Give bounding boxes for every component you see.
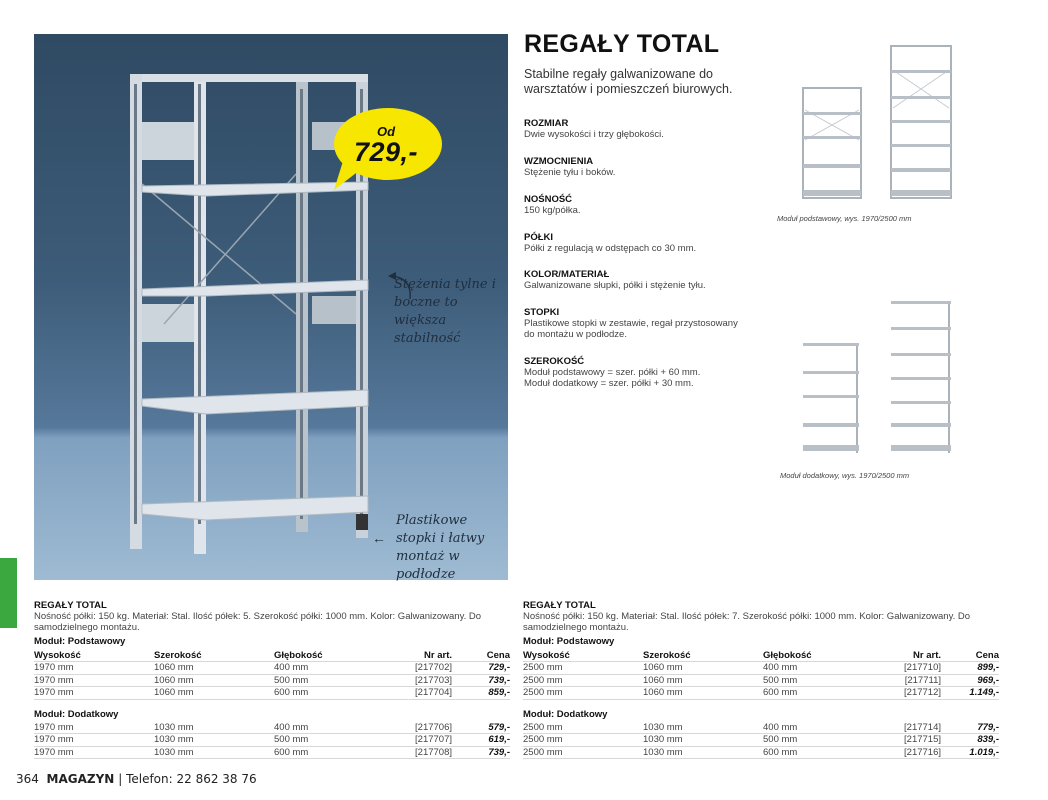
col-price: Cena <box>941 649 999 662</box>
cell: 1060 mm <box>154 674 274 687</box>
spec-polki <box>524 232 764 254</box>
annotation-bracing: Stężenia tylne i boczne to większa stabilność <box>394 277 496 346</box>
cell: [217716] <box>873 746 941 759</box>
cell: 500 mm <box>274 734 384 747</box>
cell: [217714] <box>873 722 941 734</box>
cell: 400 mm <box>274 662 384 675</box>
table-row <box>34 662 510 675</box>
spec-label: SZEROKOŚĆ <box>524 356 585 367</box>
cell: 500 mm <box>274 674 384 687</box>
price-cell: 739,- <box>452 674 510 687</box>
price-table-2500 <box>523 600 999 759</box>
cell: [217708] <box>384 746 452 759</box>
spec-value: Galwanizowane słupki, półki i stężenie tyłu. <box>524 280 706 291</box>
cell: 1030 mm <box>154 746 274 759</box>
badge-price: 729,- <box>353 137 419 167</box>
table-row <box>34 687 510 700</box>
module-extra-label: Moduł: Dodatkowy <box>34 708 119 720</box>
cell: 600 mm <box>763 687 873 700</box>
annotation-feet: Plastikowe stopki i łatwy montaż w podłodze <box>396 513 485 582</box>
col-depth: Głębokość <box>274 649 384 662</box>
spec-nosnosc <box>524 194 764 216</box>
cell: 1970 mm <box>34 674 154 687</box>
price-cell: 739,- <box>452 746 510 759</box>
spec-value: Plastikowe stopki w zestawie, regał przystosowany do montażu w podłodze. <box>524 318 738 340</box>
cell: 500 mm <box>763 734 873 747</box>
spec-label: ROZMIAR <box>524 118 569 129</box>
col-article: Nr art. <box>873 649 941 662</box>
extra-module-table <box>34 722 510 760</box>
cell: 400 mm <box>763 722 873 734</box>
page-footer <box>16 772 257 786</box>
spec-value: 150 kg/półka. <box>524 205 581 216</box>
module-basic-label: Moduł: Podstawowy <box>523 636 615 647</box>
cell: 1970 mm <box>34 722 154 734</box>
cell: 1060 mm <box>643 687 763 700</box>
price-badge <box>330 106 442 186</box>
spec-label: STOPKI <box>524 307 560 318</box>
spec-value: Półki z regulacją w odstępach co 30 mm. <box>524 243 697 254</box>
col-width: Szerokość <box>154 649 274 662</box>
cell: [217711] <box>873 674 941 687</box>
col-height: Wysokość <box>523 649 643 662</box>
table-title: REGAŁY TOTAL <box>523 600 596 611</box>
table-row <box>523 687 999 700</box>
spec-value: Dwie wysokości i trzy głębokości. <box>524 129 664 140</box>
module-basic-label: Moduł: Podstawowy <box>34 636 126 647</box>
section-tab-marker <box>0 558 17 628</box>
table-header <box>523 649 999 662</box>
table-row <box>523 662 999 675</box>
price-cell: 969,- <box>941 674 999 687</box>
extra-module-table <box>523 722 999 760</box>
cell: 500 mm <box>763 674 873 687</box>
table-row <box>34 734 510 747</box>
phone-number: Telefon: 22 862 38 76 <box>126 772 257 786</box>
table-description: Nośność półki: 150 kg. Materiał: Stal. Ilość półek: 5. Szerokość półki: 1000 mm. Kolor: Galwanizowany. Do samodzielnego montażu. <box>34 611 482 633</box>
caption-basic-module: Moduł podstawowy, wys. 1970/2500 mm <box>777 214 912 223</box>
footer-separator: | <box>118 772 123 786</box>
cell: 2500 mm <box>523 734 643 747</box>
cell: 1970 mm <box>34 662 154 675</box>
spec-wzmocnienia <box>524 156 764 178</box>
cell: [217710] <box>873 662 941 675</box>
price-table-1970 <box>34 600 510 759</box>
price-cell: 729,- <box>452 662 510 675</box>
spec-rozmiar <box>524 118 764 140</box>
table-row <box>523 722 999 734</box>
basic-module-table <box>523 649 999 700</box>
cell: 1030 mm <box>154 734 274 747</box>
cell: 600 mm <box>763 746 873 759</box>
price-cell: 839,- <box>941 734 999 747</box>
spec-value: Stężenie tyłu i boków. <box>524 167 616 178</box>
cell: 2500 mm <box>523 722 643 734</box>
spec-value: Moduł podstawowy = szer. półki + 60 mm. <box>524 367 701 378</box>
price-cell: 1.019,- <box>941 746 999 759</box>
col-width: Szerokość <box>643 649 763 662</box>
table-row <box>34 674 510 687</box>
table-title: REGAŁY TOTAL <box>34 600 107 611</box>
spec-kolor-material <box>524 269 764 291</box>
cell: 400 mm <box>274 722 384 734</box>
spec-label: WZMOCNIENIA <box>524 156 594 167</box>
table-row <box>523 674 999 687</box>
table-description: Nośność półki: 150 kg. Materiał: Stal. Ilość półek: 7. Szerokość półki: 1000 mm. Kolor: Galwanizowany. Do samodzielnego montażu. <box>523 611 971 633</box>
table-row <box>523 734 999 747</box>
spec-label: KOLOR/MATERIAŁ <box>524 269 610 280</box>
price-cell: 779,- <box>941 722 999 734</box>
table-header <box>34 649 510 662</box>
section-name: MAGAZYN <box>46 772 115 786</box>
extra-module-image <box>795 295 965 460</box>
cell: 2500 mm <box>523 687 643 700</box>
cell: [217715] <box>873 734 941 747</box>
cell: 1030 mm <box>643 734 763 747</box>
cell: [217702] <box>384 662 452 675</box>
cell: 1030 mm <box>643 722 763 734</box>
spec-label: PÓŁKI <box>524 232 554 243</box>
cell: [217706] <box>384 722 452 734</box>
product-intro: Stabilne regały galwanizowane do warsztatów i pomieszczeń biurowych. <box>524 67 733 96</box>
cell: 1030 mm <box>643 746 763 759</box>
cell: 600 mm <box>274 746 384 759</box>
table-row <box>523 746 999 759</box>
cell: 2500 mm <box>523 674 643 687</box>
cell: 1970 mm <box>34 734 154 747</box>
basic-module-table <box>34 649 510 700</box>
cell: 1030 mm <box>154 722 274 734</box>
price-cell: 579,- <box>452 722 510 734</box>
cell: 1060 mm <box>643 662 763 675</box>
col-depth: Głębokość <box>763 649 873 662</box>
page-number: 364 <box>16 772 39 786</box>
price-cell: 619,- <box>452 734 510 747</box>
cell: 2500 mm <box>523 662 643 675</box>
cell: 1060 mm <box>643 674 763 687</box>
spec-label: NOŚNOŚĆ <box>524 194 573 205</box>
cell: [217703] <box>384 674 452 687</box>
cell: [217704] <box>384 687 452 700</box>
col-price: Cena <box>452 649 510 662</box>
col-height: Wysokość <box>34 649 154 662</box>
caption-extra-module: Moduł dodatkowy, wys. 1970/2500 mm <box>780 471 910 480</box>
cell: [217712] <box>873 687 941 700</box>
cell: 1060 mm <box>154 687 274 700</box>
col-article: Nr art. <box>384 649 452 662</box>
price-cell: 1.149,- <box>941 687 999 700</box>
price-cell: 859,- <box>452 687 510 700</box>
basic-module-image <box>795 40 965 210</box>
price-cell: 899,- <box>941 662 999 675</box>
table-row <box>34 722 510 734</box>
spec-szerokosc <box>524 356 764 389</box>
spec-value: Moduł dodatkowy = szer. półki + 30 mm. <box>524 378 694 389</box>
cell: 600 mm <box>274 687 384 700</box>
cell: [217707] <box>384 734 452 747</box>
cell: 400 mm <box>763 662 873 675</box>
page-title: REGAŁY TOTAL <box>524 30 720 58</box>
badge-prefix: Od <box>376 124 396 139</box>
module-extra-label: Moduł: Dodatkowy <box>523 708 608 720</box>
cell: 1970 mm <box>34 746 154 759</box>
arrow-left-icon: ← <box>372 530 386 546</box>
table-row <box>34 746 510 759</box>
cell: 1060 mm <box>154 662 274 675</box>
cell: 1970 mm <box>34 687 154 700</box>
cell: 2500 mm <box>523 746 643 759</box>
spec-stopki <box>524 307 749 340</box>
